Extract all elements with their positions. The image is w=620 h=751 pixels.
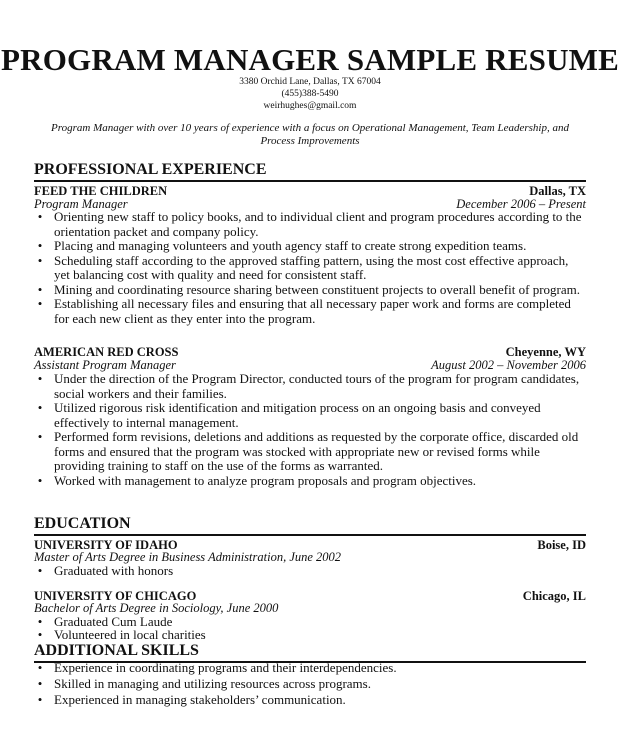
bullet-icon: •	[37, 252, 43, 268]
section-heading-skills: ADDITIONAL SKILLS	[34, 642, 586, 663]
school-location: Boise, ID	[537, 538, 586, 552]
job-subheader	[34, 358, 586, 372]
job-location: Cheyenne, WY	[505, 345, 586, 359]
list-item: • Utilized rigorous risk identification and mitigation process on an ongoing basis and conveyed effectively to internal management.	[34, 401, 586, 430]
bullet-icon: •	[37, 296, 43, 311]
school-name: UNIVERSITY OF CHICAGO	[34, 589, 197, 603]
list-item: • Graduated with honors	[34, 564, 586, 579]
school-bullets	[34, 564, 586, 579]
bullet-icon: •	[37, 676, 43, 691]
list-item: • Mining and coordinating resource sharing between constituent projects to overall benefit of program.	[34, 283, 586, 298]
section-heading-education: EDUCATION	[34, 515, 586, 536]
contact-email: weirhughes@gmail.com	[263, 101, 357, 111]
resume-title: PROGRAM MANAGER SAMPLE RESUME	[0, 42, 620, 77]
bullet-icon: •	[37, 429, 43, 444]
summary-statement: Program Manager with over 10 years of experience with a focus on Operational Management, Team Leadership, and Process Improvements	[51, 122, 569, 147]
bullet-icon: •	[37, 614, 43, 629]
list-item: • Skilled in managing and utilizing resources across programs.	[34, 676, 586, 692]
school-degree: Bachelor of Arts Degree in Sociology, June 2000	[34, 601, 279, 615]
job-org: AMERICAN RED CROSS	[34, 345, 179, 359]
list-item: • Worked with management to analyze program proposals and program objectives.	[34, 474, 586, 489]
list-item: • Establishing all necessary files and ensuring that all necessary paper work and forms are completed for each new client as they enter into the program.	[34, 297, 586, 326]
bullet-icon: •	[37, 209, 43, 224]
list-item: • Experience in coordinating programs and their interdependencies.	[34, 660, 586, 676]
school-bullets	[34, 615, 586, 641]
bullet-icon: •	[37, 563, 43, 578]
bullet-icon: •	[37, 371, 43, 386]
school-degree-row	[34, 550, 586, 564]
bullet-icon: •	[37, 238, 43, 253]
bullet-icon: •	[37, 692, 43, 707]
list-item: • Placing and managing volunteers and youth agency staff to create strong expedition teams.	[34, 239, 586, 254]
skills-bullets	[34, 660, 586, 708]
list-item: • Scheduling staff according to the approved staffing pattern, using the most cost effective approach, yet balancing cost with quality and need for consistent staff.	[34, 254, 586, 283]
job-role: Program Manager	[34, 197, 128, 211]
job-location: Dallas, TX	[529, 184, 586, 198]
contact-address: 3380 Orchid Lane, Dallas, TX 67004	[239, 77, 381, 87]
job-role: Assistant Program Manager	[34, 358, 176, 372]
contact-phone: (455)388-5490	[281, 89, 339, 99]
job-dates: December 2006 – Present	[456, 197, 586, 211]
list-item: • Volunteered in local charities	[34, 628, 586, 641]
job-bullets	[34, 372, 586, 488]
job-bullets	[34, 210, 586, 326]
list-item: • Graduated Cum Laude	[34, 615, 586, 628]
job-dates: August 2002 – November 2006	[431, 358, 586, 372]
job-org: FEED THE CHILDREN	[34, 184, 168, 198]
bullet-icon: •	[37, 400, 43, 415]
bullet-icon: •	[37, 472, 43, 488]
bullet-icon: •	[37, 660, 43, 675]
school-degree-row	[34, 601, 586, 615]
school-location: Chicago, IL	[522, 589, 586, 603]
list-item: • Experienced in managing stakeholders’ communication.	[34, 692, 586, 708]
list-item: • Under the direction of the Program Director, conducted tours of the program for program candidates, social workers and their families.	[34, 372, 586, 401]
school-degree: Master of Arts Degree in Business Administration, June 2002	[34, 550, 342, 564]
school-name: UNIVERSITY OF IDAHO	[34, 538, 178, 552]
bullet-icon: •	[37, 281, 43, 297]
section-heading-experience: PROFESSIONAL EXPERIENCE	[34, 161, 586, 182]
list-item: • Performed form revisions, deletions and additions as requested by the corporate office, discarded old forms and ensured that the program was stocked with appropriate new or revised forms while providing training to staff on the use of the forms as warranted.	[34, 430, 586, 474]
job-header	[34, 184, 586, 198]
list-item: • Orienting new staff to policy books, and to individual client and program procedures according to the orientation packet and company policy.	[34, 210, 586, 239]
job-header	[34, 345, 586, 359]
bullet-icon: •	[37, 627, 43, 642]
